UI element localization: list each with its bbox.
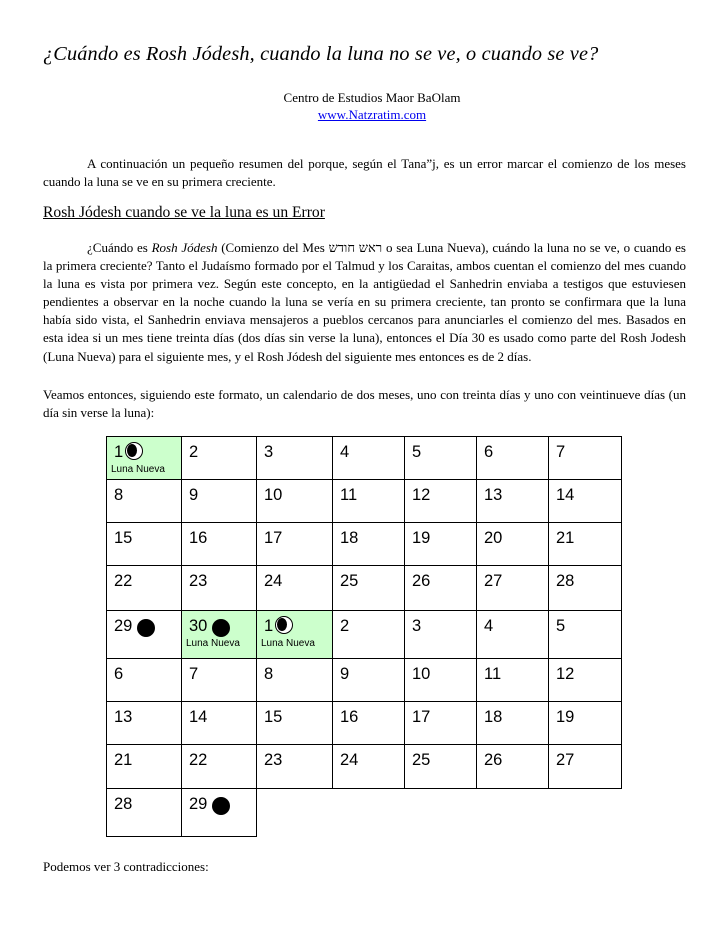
calendar-day-number: 17 bbox=[264, 529, 283, 547]
closing-line: Podemos ver 3 contradicciones: bbox=[43, 859, 209, 874]
calendar-day-number: 7 bbox=[189, 665, 199, 683]
body-before-hebrew: (Comienzo del Mes bbox=[217, 240, 329, 255]
calendar-day-cell bbox=[548, 610, 622, 659]
body-rest: o sea Luna Nueva), cuándo la luna no se ve, o cuando es la primera creciente? Tanto el Judaísmo formado por el Talmud y los Caraitas, ambos cuentan el comienzo del mes cuando la luna es vista por primera vez. Según este concepto, en la antigüedad el Sanhedrin enviaba a testigos que estuviesen pendientes a observar en la noche cuando la luna se vería en su primera creciente, tan pronto se confirmara que la luna había sido vista, el Sanhedrin enviava mensajeros a pueblos cercanos para anunciarles el comienzo del mes. Basados en esta idea si un mes tiene treinta días (dos días sin verse la luna), entonces el Día 30 es usado como parte del Rosh Jodesh (Luna Nueva) para el siguiente mes, y el Rosh Jódesh del siguiente mes entonces es de 2 días. bbox=[43, 240, 686, 364]
calendar-day-cell bbox=[181, 479, 257, 523]
calendar-day-cell bbox=[476, 565, 549, 611]
calendar-day-number: 24 bbox=[264, 572, 283, 590]
calendar-day-number: 23 bbox=[189, 572, 208, 590]
calendar-day-cell bbox=[181, 436, 257, 480]
calendar-day-number: 28 bbox=[556, 572, 575, 590]
calendar-day-cell bbox=[332, 658, 405, 702]
calendar-day-number: 11 bbox=[484, 665, 502, 683]
calendar-day-cell bbox=[181, 701, 257, 745]
calendar-day-cell bbox=[332, 610, 405, 659]
calendar-day-cell bbox=[256, 744, 333, 789]
calendar-day-number: 6 bbox=[484, 443, 494, 461]
calendar-day-number: 16 bbox=[189, 529, 208, 547]
calendar-day-number: 19 bbox=[412, 529, 431, 547]
calendar-day-number: 27 bbox=[556, 751, 575, 769]
calendar-day-cell bbox=[256, 479, 333, 523]
calendar-day-number: 23 bbox=[264, 751, 283, 769]
calendar-day-number: 14 bbox=[189, 708, 208, 726]
calendar-day-number: 7 bbox=[556, 443, 566, 461]
body-lead: ¿Cuándo es bbox=[87, 240, 152, 255]
calendar-day-cell bbox=[106, 436, 182, 480]
calendar-day-cell bbox=[404, 701, 477, 745]
calendar-day-number: 27 bbox=[484, 572, 503, 590]
calendar-day-number: 14 bbox=[556, 486, 575, 504]
document-title: ¿Cuándo es Rosh Jódesh, cuando la luna no se ve, o cuando se ve? bbox=[43, 43, 599, 65]
calendar-day-cell bbox=[404, 744, 477, 789]
calendar-day-cell bbox=[256, 610, 333, 659]
calendar-day-number: 9 bbox=[189, 486, 199, 504]
calendar-day-number: 6 bbox=[114, 665, 124, 683]
calendar-day-number: 25 bbox=[340, 572, 359, 590]
dark-moon-icon bbox=[137, 619, 155, 637]
calendar-day-number: 12 bbox=[556, 665, 575, 683]
crescent-moon-icon bbox=[125, 442, 143, 460]
calendar-intro-paragraph: Veamos entonces, siguiendo este formato, un calendario de dos meses, uno con treinta días y uno con veintinueve días (un día sin verse la luna): bbox=[43, 387, 686, 421]
calendar-day-cell bbox=[476, 522, 549, 566]
calendar-day-number: 4 bbox=[340, 443, 350, 461]
calendar-day-number: 22 bbox=[189, 751, 208, 769]
calendar-day-number: 29 bbox=[114, 617, 133, 635]
calendar-day-number: 30 bbox=[189, 617, 208, 635]
calendar-day-cell bbox=[476, 744, 549, 789]
calendar-day-cell bbox=[404, 436, 477, 480]
calendar-day-cell bbox=[548, 479, 622, 523]
calendar-day-number: 13 bbox=[484, 486, 503, 504]
calendar-day-cell bbox=[106, 701, 182, 745]
calendar-day-number: 15 bbox=[264, 708, 283, 726]
calendar-day-cell bbox=[548, 522, 622, 566]
calendar-day-cell bbox=[404, 522, 477, 566]
calendar-day-number: 5 bbox=[556, 617, 566, 635]
calendar-day-number: 11 bbox=[340, 486, 358, 504]
body-paragraph bbox=[43, 239, 686, 366]
calendar-day-number: 3 bbox=[264, 443, 274, 461]
calendar-day-cell bbox=[332, 701, 405, 745]
calendar-day-cell bbox=[548, 744, 622, 789]
calendar-day-number: 24 bbox=[340, 751, 359, 769]
calendar-day-cell bbox=[106, 522, 182, 566]
calendar-day-cell bbox=[476, 610, 549, 659]
calendar-day-cell bbox=[106, 565, 182, 611]
calendar-day-number: 20 bbox=[484, 529, 503, 547]
new-moon-label: Luna Nueva bbox=[261, 638, 315, 649]
calendar-day-number: 12 bbox=[412, 486, 431, 504]
calendar-day-cell bbox=[181, 610, 257, 659]
calendar-day-cell bbox=[106, 744, 182, 789]
section-heading: Rosh Jódesh cuando se ve la luna es un Error bbox=[43, 204, 325, 221]
calendar-day-cell bbox=[332, 744, 405, 789]
calendar-day-number: 8 bbox=[114, 486, 124, 504]
calendar-day-number: 21 bbox=[114, 751, 133, 769]
calendar-day-number: 2 bbox=[189, 443, 199, 461]
calendar-day-cell bbox=[332, 565, 405, 611]
calendar-day-cell bbox=[332, 522, 405, 566]
calendar-day-cell bbox=[404, 658, 477, 702]
calendar-day-number: 18 bbox=[340, 529, 359, 547]
calendar-day-cell bbox=[181, 522, 257, 566]
calendar-day-number: 2 bbox=[340, 617, 350, 635]
calendar-day-cell bbox=[106, 479, 182, 523]
calendar-day-cell bbox=[256, 522, 333, 566]
calendar-day-number: 1 bbox=[264, 617, 274, 635]
new-moon-label: Luna Nueva bbox=[186, 638, 240, 649]
calendar-day-cell bbox=[106, 610, 182, 659]
calendar-day-cell bbox=[476, 479, 549, 523]
calendar-day-number: 10 bbox=[264, 486, 283, 504]
calendar-day-number: 15 bbox=[114, 529, 133, 547]
new-moon-label: Luna Nueva bbox=[111, 464, 165, 475]
calendar-day-number: 28 bbox=[114, 795, 133, 813]
crescent-moon-icon bbox=[275, 616, 293, 634]
intro-paragraph: A continuación un pequeño resumen del porque, según el Tana”j, es un error marcar el comienzo de los meses cuando la luna se ve en su primera creciente. bbox=[43, 156, 686, 190]
calendar-day-number: 19 bbox=[556, 708, 575, 726]
calendar-day-cell bbox=[181, 788, 257, 837]
calendar-day-number: 9 bbox=[340, 665, 350, 683]
calendar-day-cell bbox=[106, 658, 182, 702]
calendar-day-number: 26 bbox=[412, 572, 431, 590]
calendar-day-number: 4 bbox=[484, 617, 494, 635]
calendar-day-number: 5 bbox=[412, 443, 422, 461]
calendar-day-cell bbox=[181, 658, 257, 702]
calendar-day-cell bbox=[476, 436, 549, 480]
calendar-day-number: 21 bbox=[556, 529, 575, 547]
calendar-day-cell bbox=[256, 565, 333, 611]
calendar-day-cell bbox=[404, 565, 477, 611]
calendar-day-cell bbox=[548, 658, 622, 702]
calendar-day-cell bbox=[332, 436, 405, 480]
calendar-day-number: 8 bbox=[264, 665, 274, 683]
calendar-day-number: 18 bbox=[484, 708, 503, 726]
calendar-day-cell bbox=[476, 658, 549, 702]
calendar-day-cell bbox=[404, 479, 477, 523]
calendar-day-cell bbox=[548, 701, 622, 745]
calendar-day-cell bbox=[256, 436, 333, 480]
calendar-day-cell bbox=[181, 565, 257, 611]
organization-name: Centro de Estudios Maor BaOlam bbox=[283, 90, 461, 105]
dark-moon-icon bbox=[212, 619, 230, 637]
body-hebrew-term: ראש חודש bbox=[328, 240, 383, 255]
calendar-day-number: 10 bbox=[412, 665, 431, 683]
calendar-day-cell bbox=[181, 744, 257, 789]
calendar-day-number: 26 bbox=[484, 751, 503, 769]
calendar-day-cell bbox=[548, 436, 622, 480]
calendar-day-cell bbox=[476, 701, 549, 745]
calendar-day-number: 17 bbox=[412, 708, 431, 726]
calendar-day-number: 1 bbox=[114, 443, 124, 461]
calendar-day-number: 3 bbox=[412, 617, 422, 635]
body-term: Rosh Jódesh bbox=[151, 240, 218, 255]
calendar-day-cell bbox=[256, 658, 333, 702]
calendar-day-cell bbox=[332, 479, 405, 523]
calendar-day-number: 25 bbox=[412, 751, 431, 769]
calendar-day-cell bbox=[548, 565, 622, 611]
website-link[interactable]: www.Natzratim.com bbox=[317, 107, 427, 122]
calendar-day-cell bbox=[256, 701, 333, 745]
calendar-day-cell bbox=[404, 610, 477, 659]
calendar-day-number: 16 bbox=[340, 708, 359, 726]
calendar-day-cell bbox=[106, 788, 182, 837]
calendar-day-number: 22 bbox=[114, 572, 133, 590]
dark-moon-icon bbox=[212, 797, 230, 815]
calendar-day-number: 29 bbox=[189, 795, 208, 813]
calendar-day-number: 13 bbox=[114, 708, 133, 726]
